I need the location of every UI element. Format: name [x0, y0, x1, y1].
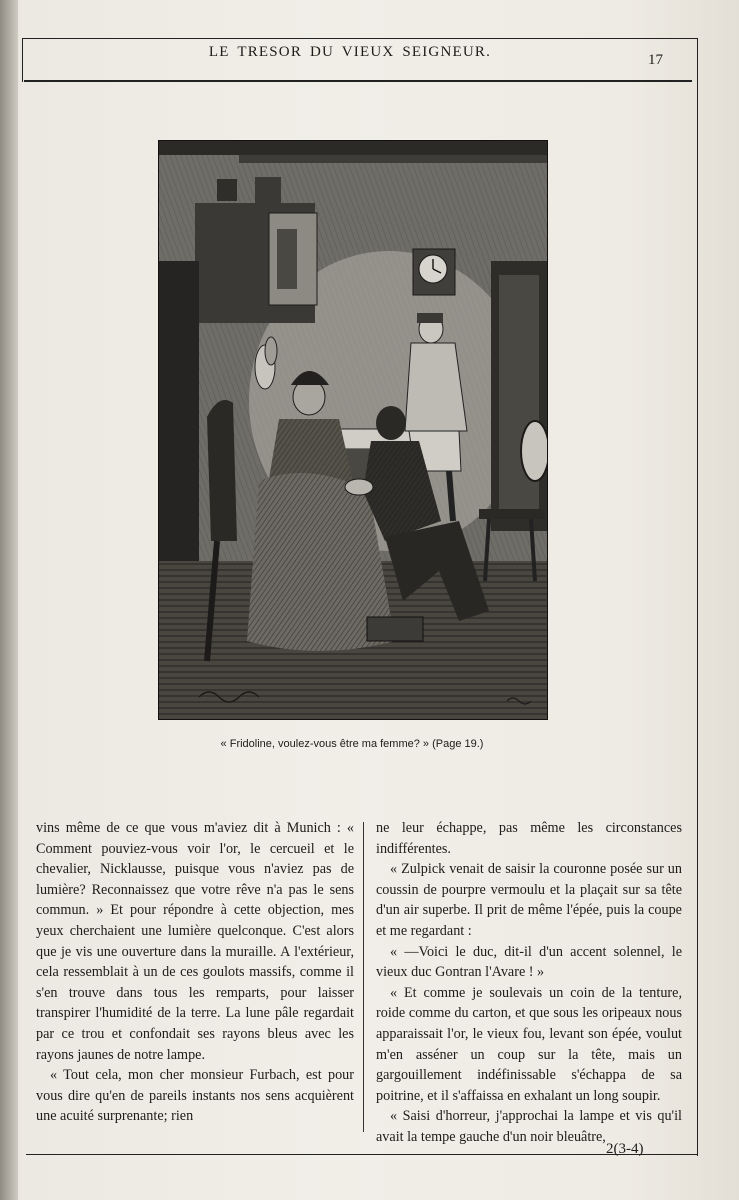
paragraph: « Saisi d'horreur, j'approchai la lampe et vis qu'il avait la tempe gauche d'un noir bleuâtre, [376, 1108, 682, 1145]
engraving-illustration [158, 140, 548, 720]
paragraph: « Et comme je soulevais un coin de la tenture, roide comme du carton, et que sous les oripeaux nous apparaissait l'or, le vieux fou, levant son épée, voulut m'en asséner un coup sur la tête, mais un gargouillement indéfinissable s'échappa de sa poitrine, et il s'affaissa en exhalant un long soupir. [376, 984, 682, 1104]
running-header-title: LE TRESOR DU VIEUX SEIGNEUR. [208, 44, 492, 60]
column-divider [363, 822, 364, 1132]
paragraph: ne leur échappe, pas même les circonstances indifférentes. [376, 820, 682, 857]
engraving-drawing [159, 141, 547, 719]
text-column-right [376, 818, 682, 1148]
printer-signature-mark: 2(3-4) [606, 1141, 644, 1157]
paragraph: « —Voici le duc, dit-il d'un accent solennel, le vieux duc Gontran l'Avare ! » [376, 943, 682, 981]
paragraph: « Zulpick venait de saisir la couronne posée sur un coussin de pourpre vermoulu et la plaçait sur sa tête d'un air superbe. Il prit de même l'épée, puis la coupe et me regardant : [376, 861, 682, 939]
header-bottom-rule [24, 80, 692, 82]
page-number: 17 [648, 52, 663, 68]
paragraph: « Tout cela, mon cher monsieur Furbach, est pour vous dire qu'en de pareils instants nos sens acquièrent une acuité surprenante; rien [36, 1067, 354, 1125]
frame-right-rule [697, 38, 698, 1156]
paragraph: vins même de ce que vous m'aviez dit à Munich : « Comment pouviez-vous voir l'or, le cercueil et le chevalier, Nicklausse, puisque vous n'aviez pas de lumière? Reconnaissez que votre rêve n'a pas le sens commun. » Et pour répondre à cette objection, mes yeux cherchaient une lumière quelconque. C'est alors que je vis une ouverture dans la muraille. A l'extérieur, cela ressemblait à un de ces goulots massifs, comme il s'en trouve dans tous les remparts, pour laisser transpirer l'humidité de la terre. La lune pâle regardait par ce trou et confondait ses rayons bleus avec les rayons jaunes de notre lampe. [36, 820, 354, 1063]
header-top-rule [22, 38, 698, 39]
book-spine-shadow [0, 0, 18, 1200]
illustration-caption: « Fridoline, voulez-vous être ma femme? » (Page 19.) [220, 738, 484, 750]
text-column-left [36, 818, 354, 1127]
frame-left-rule [22, 38, 23, 82]
frame-bottom-rule [26, 1154, 698, 1155]
